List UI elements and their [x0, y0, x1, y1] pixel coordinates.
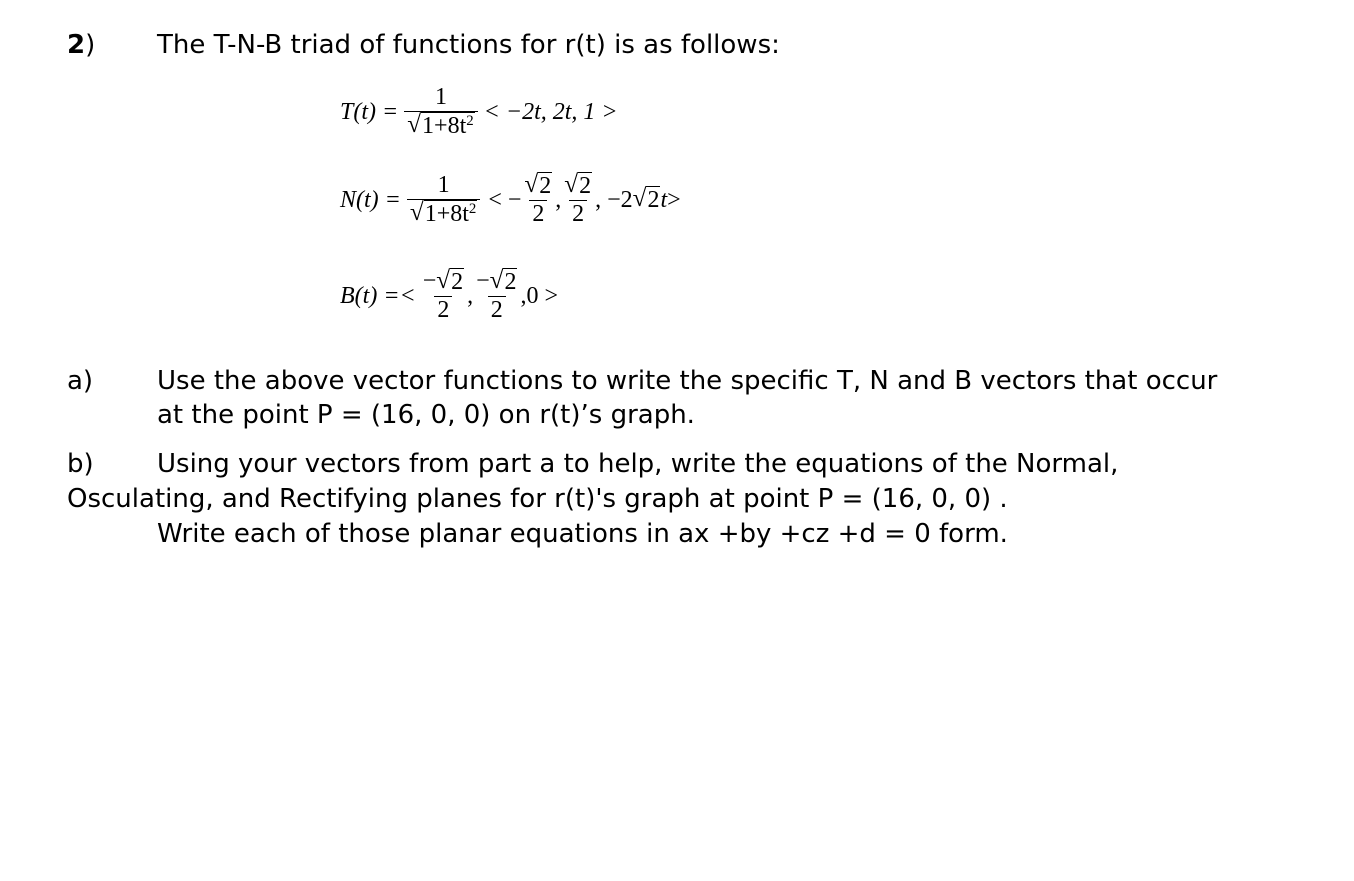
part-a-line2: at the point P = (16, 0, 0) on r(t)’s graph.: [157, 400, 695, 430]
equation-T: [340, 84, 618, 140]
equation-N-close: >: [667, 186, 681, 213]
equation-B-frac1-den: 2: [434, 296, 452, 324]
equation-B: [340, 268, 558, 324]
equation-B-frac2-den: 2: [488, 296, 506, 324]
equation-N-frac1-den: 2: [529, 200, 547, 228]
equation-N-comma: ,: [555, 186, 562, 213]
equation-B-frac2: − √ 2 2: [476, 267, 517, 323]
equation-N-lhs: N(t) =: [340, 186, 401, 213]
equation-N-numerator: 1: [437, 172, 450, 198]
equation-N: [340, 172, 681, 228]
equation-T-lhs: T(t) =: [340, 98, 399, 125]
part-a-label: a): [67, 366, 94, 396]
equation-T-fraction: [404, 84, 477, 140]
equation-N-tail-sqrt: √ 2: [632, 185, 660, 213]
equation-N-tail-var: t: [660, 186, 668, 213]
problem-number: [67, 30, 95, 60]
equation-N-exponent: 2: [468, 200, 477, 217]
part-b-line3: Write each of those planar equations in ax +by +cz +d = 0 form.: [157, 519, 1008, 549]
equation-B-frac1-num: 2: [451, 269, 464, 295]
problem-number-paren: ): [85, 30, 96, 60]
equation-N-frac2: √ 2 2: [564, 171, 592, 227]
equation-N-tail: , −2: [595, 186, 633, 213]
equation-B-tail: ,0 >: [520, 282, 558, 309]
part-b-line1: Using your vectors from part a to help, write the equations of the Normal,: [157, 449, 1119, 479]
equation-N-open: < −: [488, 186, 522, 213]
equation-N-sqrt: √ $1+8t^2$: [409, 199, 477, 227]
problem-intro: The T-N-B triad of functions for r(t) is as follows:: [157, 30, 780, 60]
equation-N-frac1-num: 2: [539, 173, 552, 199]
part-a-line1: Use the above vector functions to write the specific T, N and B vectors that occur: [157, 366, 1218, 396]
equation-N-frac2-num: 2: [579, 173, 592, 199]
equation-N-radicand: 1+8t: [424, 201, 469, 227]
equation-T-sqrt: √ $1+8t^2$: [407, 111, 474, 139]
equation-N-frac2-den: 2: [569, 200, 587, 228]
equation-N-frac1: √ 2 2: [524, 171, 552, 227]
equation-T-radicand: 1+8t: [422, 113, 467, 139]
equation-B-lhs: B(t) =<: [340, 282, 416, 309]
equation-T-denominator: [404, 111, 477, 140]
equation-T-numerator: 1: [434, 84, 447, 110]
part-b-line2: Osculating, and Rectifying planes for r(t)'s graph at point P = (16, 0, 0) .: [67, 484, 1008, 514]
equation-B-comma: ,: [467, 282, 474, 309]
equation-T-exponent: 2: [466, 112, 474, 129]
equation-B-frac1: − √ 2 2: [422, 267, 464, 323]
problem-number-digit: 2: [67, 30, 86, 60]
equation-T-rhs: < −2t, 2t, 1 >: [483, 98, 618, 125]
equation-N-denominator: [407, 199, 480, 228]
part-b-label: b): [67, 449, 94, 479]
equation-N-fraction: [407, 172, 480, 228]
equation-B-frac2-num: 2: [504, 269, 517, 295]
